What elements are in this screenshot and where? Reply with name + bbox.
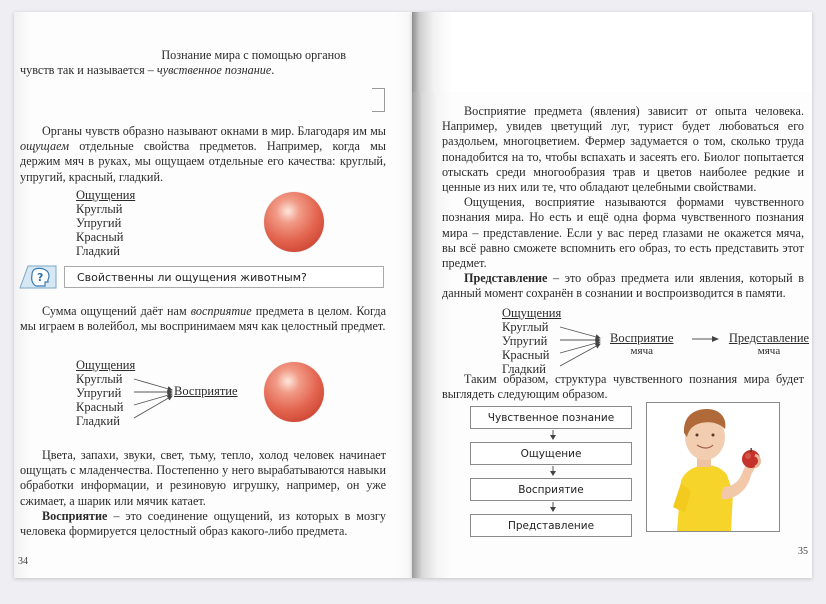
arrows-to-perception-icon: [130, 372, 178, 428]
list-item: Упругий: [76, 386, 122, 400]
boy-illustration: [647, 403, 779, 531]
list-item: Красный: [76, 230, 124, 244]
sensations-list-3: Ощущения Круглый Упругий Красный Гладкий: [502, 306, 562, 376]
page-fold-shadow: [412, 12, 812, 92]
right-page: [412, 12, 812, 578]
arrows-to-perception-icon: [556, 320, 606, 376]
list-item: Круглый: [76, 372, 123, 386]
perception-label: Восприятие: [174, 384, 238, 398]
list-item: Красный: [502, 348, 550, 362]
list-item: Упругий: [502, 334, 548, 348]
corner-bracket: [372, 88, 385, 112]
list-item: Гладкий: [502, 362, 546, 376]
arrow-down-icon: [549, 502, 557, 512]
list-item: Гладкий: [76, 244, 120, 258]
list-item: Красный: [76, 400, 124, 414]
paragraph-structure: Таким образом, структура чувственного познания мира будет выглядеть следующим образом.: [442, 372, 804, 402]
page-number-left: 34: [18, 556, 28, 567]
intro-text: [20, 48, 376, 78]
question-box: Свойственны ли ощущения животным?: [64, 266, 384, 288]
term-representation: Представление: [464, 271, 548, 286]
list-item: Круглый: [502, 320, 549, 334]
intro-line-2: чувств так и называется – чувственное познание.: [20, 63, 275, 78]
representation-of-ball: Представление мяча: [728, 332, 810, 357]
page-number-right: 35: [798, 546, 808, 557]
paragraph-colors: Цвета, запахи, звуки, свет, тьму, тепло, холод человек начинает ощущать с младенчества. Постепенно у него вырабатываются навыки обработки информации, и резиновую игрушку, например, он уже сжимает, а шарик или мячик катает. Восприятие – это соединение ощущений, из которых в мозгу человека формируется целостный образ какого-либо предмета.: [20, 448, 386, 539]
paragraph-perception-sum: Сумма ощущений даёт нам восприятие предмета в целом. Когда мы играем в волейбол, мы воспринимаем мяч как целостный предмет.: [20, 304, 386, 334]
paragraph-experience: Восприятие предмета (явления) зависит от опыта человека. Например, увидев цветущий луг, турист будет любоваться его раздольем, многоцветием. Фермер задумается о том, сколько труда понадобится на то, чтобы вспахать и засеять его. Биолог попытается отыскать среди многообразия трав и цветов наиболее редкие и ценные из них или те, что обладают целебными свойствами. Ощущения, восприятие называются формами чувственного познания мира. Но есть и ещё одна форма чувственного познания мира – представление. Если у вас перед глазами не окажется мяча, вы всё равно сможете вспомнить его образ, то есть представить этот предмет. Представление – это образ предмета или явления, который в данный момент сохранён в сознании и воспроизводится в памяти.: [442, 104, 804, 301]
arrow-down-icon: [549, 466, 557, 476]
term-perception: Восприятие: [42, 508, 108, 523]
flow-box-sensory-cognition: Чувственное познание: [470, 406, 632, 429]
question-head-icon: [18, 264, 58, 290]
arrow-to-representation-icon: [690, 334, 720, 344]
left-page: [14, 12, 412, 578]
list-item: Упругий: [76, 216, 122, 230]
flow-box-representation: Представление: [470, 514, 632, 537]
flow-box-sensation: Ощущение: [470, 442, 632, 465]
flow-box-perception: Восприятие: [470, 478, 632, 501]
list-item: Гладкий: [76, 414, 120, 428]
term-sensory-cognition: чувственное познание: [156, 63, 272, 78]
boy-with-apple-photo: [646, 402, 780, 532]
sensations-list-1: Ощущения Круглый Упругий Красный Гладкий: [76, 188, 136, 258]
list-item: Круглый: [76, 202, 123, 216]
svg-text:?: ?: [37, 271, 44, 284]
red-ball-image-1: [264, 192, 324, 252]
arrow-down-icon: [549, 430, 557, 440]
perception-of-ball: Восприятие мяча: [610, 331, 674, 357]
intro-line-1: Познание мира с помощью органов: [161, 48, 346, 62]
paragraph-organs: Органы чувств образно называют окнами в мир. Благодаря им мы ощущаем отдельные свойства предметов. Например, когда мы держим мяч в руках, мы ощущаем отдельные его качества: круглый, упругий, красный, гладкий.: [20, 124, 386, 184]
red-ball-image-2: [264, 362, 324, 422]
sensations-list-2: Ощущения Круглый Упругий Красный Гладкий: [76, 358, 136, 428]
